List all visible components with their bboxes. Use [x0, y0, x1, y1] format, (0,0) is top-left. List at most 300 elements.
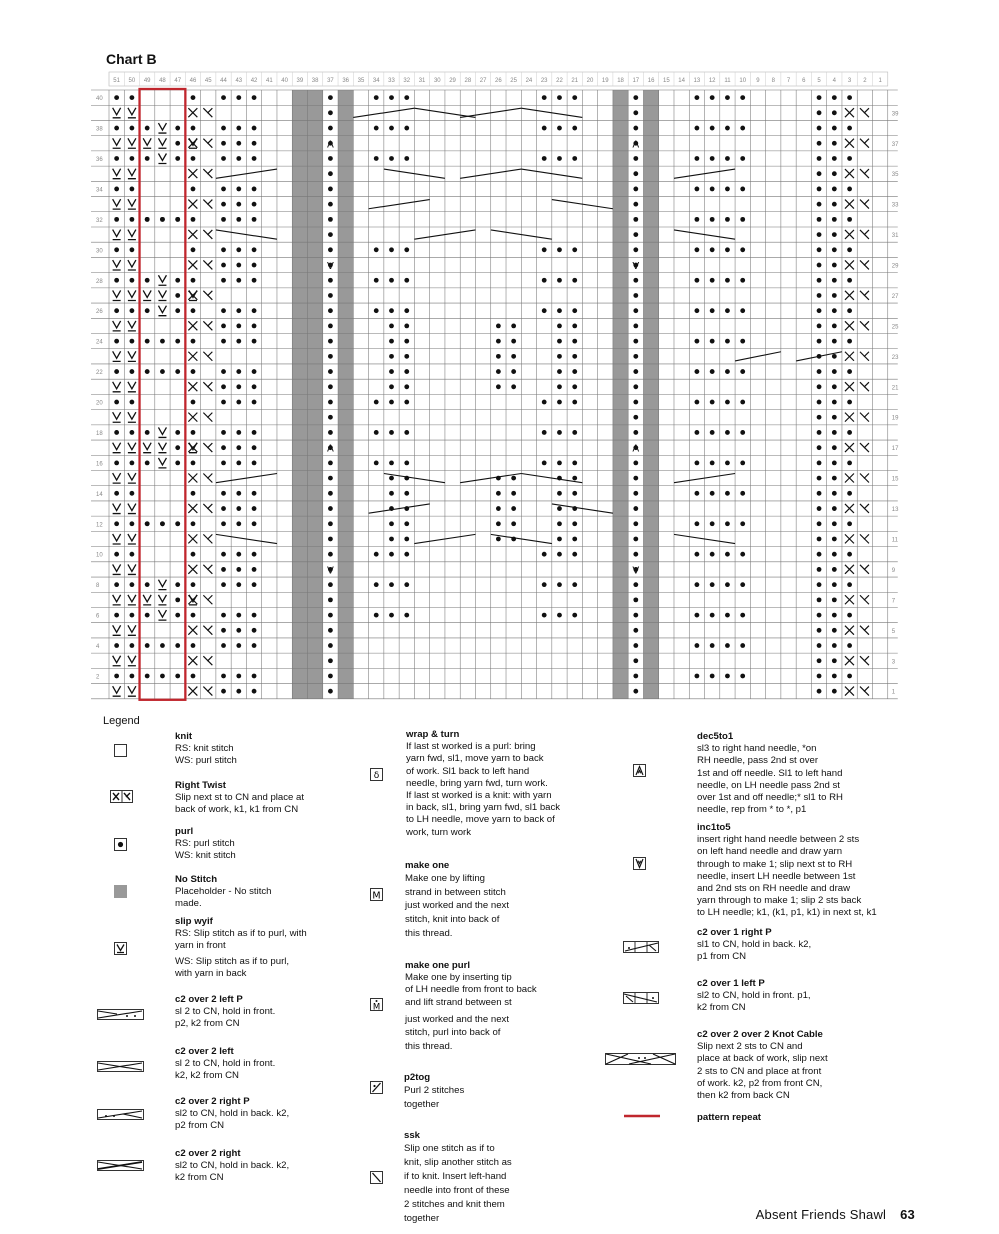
purl-symbol: [511, 384, 516, 389]
purl-symbol: [145, 369, 150, 374]
purl-symbol: [542, 430, 547, 435]
purl-symbol: [389, 354, 394, 359]
purl-symbol: [710, 339, 715, 344]
purl-symbol: [114, 369, 119, 374]
purl-symbol: [160, 217, 165, 222]
purl-symbol: [114, 613, 119, 618]
purl-symbol: [847, 613, 852, 618]
stitch-symbol: Ʌ: [632, 139, 640, 151]
purl-symbol: [572, 491, 577, 496]
purl-symbol: [832, 537, 837, 542]
purl-symbol: [328, 476, 333, 481]
purl-symbol: [572, 613, 577, 618]
legend-desc: RS: Slip stitch as if to purl, with yarn in front: [175, 928, 307, 952]
purl-symbol: [404, 460, 409, 465]
column-number: 39: [296, 78, 304, 84]
purl-symbol: [496, 324, 501, 329]
purl-symbol: [817, 232, 822, 237]
slip-wyif-symbol: [113, 504, 121, 514]
purl-symbol: [236, 643, 241, 648]
svg-text:ẟ: ẟ: [373, 771, 380, 781]
row-number-right: 17: [891, 446, 899, 453]
legend-name: dec5to1: [697, 731, 734, 742]
column-number: 42: [250, 78, 258, 84]
purl-symbol: [328, 491, 333, 496]
make-one-icon: [370, 888, 384, 902]
purl-symbol: [832, 247, 837, 252]
purl-symbol: [694, 613, 699, 618]
purl-symbol: [221, 430, 226, 435]
c2-over-2-right-icon: [97, 1160, 145, 1172]
purl-symbol: [114, 187, 119, 192]
slip-wyif-symbol: [158, 610, 166, 620]
column-number: 23: [540, 78, 548, 84]
column-number: 33: [388, 78, 395, 84]
purl-symbol: [557, 506, 562, 511]
row-number-left: 4: [96, 644, 100, 651]
purl-symbol: [374, 95, 379, 100]
purl-symbol: [725, 430, 730, 435]
purl-symbol: [832, 95, 837, 100]
purl-symbol: [252, 521, 257, 526]
column-number: 4: [832, 78, 836, 84]
legend-c2-over-2-right-p: [175, 1096, 289, 1133]
legend-name: make one purl: [405, 960, 471, 971]
legend-desc: sl2 to CN, hold in back. k2, p2 from CN: [175, 1108, 290, 1132]
column-number: 6: [802, 78, 806, 84]
purl-symbol: [191, 613, 196, 618]
row-number-left: 14: [96, 491, 103, 498]
legend-c2-over-2-left: [175, 1046, 275, 1083]
slip-wyif-symbol: [113, 534, 121, 544]
purl-symbol: [817, 643, 822, 648]
purl-symbol: [817, 689, 822, 694]
purl-symbol: [725, 187, 730, 192]
purl-symbol: [542, 95, 547, 100]
column-number: 2: [863, 78, 867, 84]
row-number-right: 1: [891, 689, 896, 696]
purl-symbol: [221, 202, 226, 207]
page-footer: [756, 1207, 915, 1222]
purl-symbol: [847, 400, 852, 405]
purl-symbol: [221, 674, 226, 679]
column-number: 48: [159, 78, 166, 84]
purl-symbol: [191, 430, 196, 435]
purl-symbol: [252, 582, 257, 587]
slip-wyif-symbol: [128, 412, 136, 422]
purl-symbol: [572, 95, 577, 100]
slip-wyif-symbol: [113, 382, 121, 392]
purl-symbol: [404, 491, 409, 496]
slip-wyif-symbol: [113, 351, 121, 361]
purl-symbol: [374, 613, 379, 618]
purl-symbol: [847, 521, 852, 526]
purl-symbol: [236, 567, 241, 572]
purl-symbol: [236, 247, 241, 252]
purl-symbol: [389, 308, 394, 313]
row-number-right: 29: [891, 263, 899, 270]
purl-symbol: [633, 689, 638, 694]
purl-symbol: [252, 263, 257, 268]
purl-symbol: [114, 308, 119, 313]
purl-symbol: [221, 247, 226, 252]
purl-symbol: [252, 384, 257, 389]
purl-symbol: [175, 460, 180, 465]
purl-symbol: [130, 278, 135, 283]
purl-symbol: [694, 582, 699, 587]
purl-symbol: [130, 247, 135, 252]
purl-symbol: [832, 384, 837, 389]
slip-wyif-symbol: [158, 595, 166, 605]
purl-symbol: [832, 491, 837, 496]
purl-symbol: [832, 187, 837, 192]
purl-symbol: [130, 369, 135, 374]
purl-symbol: [236, 430, 241, 435]
purl-symbol: [221, 217, 226, 222]
purl-symbol: [557, 324, 562, 329]
purl-symbol: [832, 354, 837, 359]
purl-symbol: [710, 95, 715, 100]
purl-symbol: [252, 430, 257, 435]
purl-symbol: [221, 491, 226, 496]
purl-symbol: [633, 324, 638, 329]
column-number: 25: [510, 78, 517, 84]
purl-symbol: [374, 126, 379, 131]
purl-symbol: [725, 308, 730, 313]
purl-symbol: [817, 613, 822, 618]
slip-wyif-symbol: [128, 443, 136, 453]
purl-symbol: [221, 567, 226, 572]
purl-symbol: [328, 537, 333, 542]
purl-symbol: [694, 308, 699, 313]
purl-symbol: [817, 171, 822, 176]
purl-symbol: [191, 552, 196, 557]
slip-wyif-symbol: [143, 443, 151, 453]
purl-symbol: [817, 247, 822, 252]
stitch-symbol: Ʌ: [326, 139, 334, 151]
row-number-left: 12: [96, 522, 103, 529]
purl-symbol: [817, 202, 822, 207]
purl-symbol: [725, 521, 730, 526]
purl-symbol: [114, 643, 119, 648]
purl-symbol: [740, 156, 745, 161]
purl-symbol: [252, 460, 257, 465]
slip-wyif-symbol: [128, 625, 136, 635]
purl-symbol: [572, 521, 577, 526]
purl-symbol: [328, 643, 333, 648]
purl-symbol: [114, 339, 119, 344]
purl-symbol: [374, 430, 379, 435]
slip-wyif-symbol: [113, 564, 121, 574]
purl-symbol: [328, 552, 333, 557]
purl-symbol: [572, 476, 577, 481]
purl-symbol: [404, 521, 409, 526]
purl-symbol: [832, 658, 837, 663]
purl-symbol: [221, 324, 226, 329]
legend-purl: [175, 826, 236, 863]
purl-symbol: [633, 278, 638, 283]
purl-symbol: [328, 95, 333, 100]
purl-symbol: [832, 445, 837, 450]
column-number: 51: [113, 78, 120, 84]
stitch-symbol: Ʌ: [632, 443, 640, 455]
column-number: 36: [342, 78, 350, 84]
purl-symbol: [557, 537, 562, 542]
purl-symbol: [847, 95, 852, 100]
slip-wyif-symbol: [128, 473, 136, 483]
purl-symbol: [633, 247, 638, 252]
purl-symbol: [191, 643, 196, 648]
purl-symbol: [221, 445, 226, 450]
purl-symbol: [252, 187, 257, 192]
purl-symbol: [145, 126, 150, 131]
purl-symbol: [542, 400, 547, 405]
purl-symbol: [252, 308, 257, 313]
footer-title: Absent Friends Shawl: [755, 1207, 887, 1222]
purl-symbol: [130, 521, 135, 526]
purl-symbol: [160, 674, 165, 679]
purl-symbol: [817, 628, 822, 633]
legend-no-stitch: [175, 874, 272, 911]
purl-symbol: [328, 232, 333, 237]
purl-symbol: [145, 613, 150, 618]
row-number-right: 5: [891, 628, 896, 635]
purl-symbol: [694, 552, 699, 557]
row-number-right: 33: [891, 202, 899, 209]
column-number: 7: [786, 78, 791, 84]
purl-symbol: [694, 400, 699, 405]
purl-symbol: [404, 354, 409, 359]
purl-symbol: [130, 613, 135, 618]
legend-desc: Slip one stitch as if to knit, slip another stitch as if to knit. Insert left-hand needle into front of these 2 stitches and knit them together: [404, 1143, 512, 1225]
purl-symbol: [114, 126, 119, 131]
purl-symbol: [817, 400, 822, 405]
legend-desc: Make one by inserting tip of LH needle from front to back and lift strand between st: [405, 972, 537, 1008]
purl-symbol: [817, 278, 822, 283]
purl-symbol: [389, 491, 394, 496]
purl-symbol: [236, 187, 241, 192]
purl-symbol: [130, 400, 135, 405]
slip-wyif-symbol: [128, 382, 136, 392]
purl-symbol: [236, 156, 241, 161]
purl-symbol: [710, 674, 715, 679]
purl-symbol: [633, 597, 638, 602]
purl-symbol: [389, 476, 394, 481]
purl-symbol: [130, 460, 135, 465]
legend-right-twist: [175, 780, 304, 817]
purl-symbol: [328, 126, 333, 131]
slip-wyif-symbol: [158, 458, 166, 468]
purl-symbol: [389, 278, 394, 283]
purl-symbol: [389, 400, 394, 405]
purl-symbol: [832, 171, 837, 176]
stitch-symbol: V: [326, 565, 334, 577]
purl-symbol: [404, 613, 409, 618]
purl-symbol: [740, 247, 745, 252]
purl-symbol: [114, 247, 119, 252]
row-number-right: 37: [891, 141, 899, 148]
purl-symbol: [817, 415, 822, 420]
column-number: 35: [357, 78, 365, 84]
purl-symbol: [557, 126, 562, 131]
purl-symbol: [847, 582, 852, 587]
purl-symbol: [740, 491, 745, 496]
purl-symbol: [633, 156, 638, 161]
column-number: 5: [817, 78, 821, 84]
purl-symbol: [389, 613, 394, 618]
purl-symbol: [145, 674, 150, 679]
legend-desc: sl2 to CN, hold in front. p1, k2 from CN: [697, 990, 811, 1014]
purl-symbol: [740, 308, 745, 313]
slip-wyif-symbol: [113, 290, 121, 300]
purl-symbol: [389, 537, 394, 542]
purl-symbol: [191, 126, 196, 131]
purl-symbol: [710, 613, 715, 618]
column-number: 47: [174, 78, 182, 84]
purl-symbol: [221, 369, 226, 374]
legend-desc: Make one by lifting strand in between stitch just worked and the next stitch, knit into back of this thread.: [405, 873, 509, 939]
purl-symbol: [328, 384, 333, 389]
purl-symbol: [145, 430, 150, 435]
purl-symbol: [404, 400, 409, 405]
purl-symbol: [710, 430, 715, 435]
purl-symbol: [191, 400, 196, 405]
purl-symbol: [221, 126, 226, 131]
row-number-right: 23: [891, 354, 899, 361]
purl-symbol: [236, 324, 241, 329]
slip-wyif-symbol: [158, 275, 166, 285]
purl-symbol: [175, 613, 180, 618]
purl-symbol: [175, 597, 180, 602]
row-number-right: 11: [891, 537, 899, 544]
purl-symbol: [832, 202, 837, 207]
purl-symbol: [130, 582, 135, 587]
purl-symbol: [114, 521, 119, 526]
slip-wyif-symbol: [158, 427, 166, 437]
purl-symbol: [328, 613, 333, 618]
purl-symbol: [633, 384, 638, 389]
purl-symbol: [511, 476, 516, 481]
purl-symbol: [557, 308, 562, 313]
purl-symbol: [328, 521, 333, 526]
purl-symbol: [542, 613, 547, 618]
legend-desc: Slip next st to CN and place at back of work, k1, k1 from CN: [175, 792, 305, 816]
purl-symbol: [236, 126, 241, 131]
purl-symbol: [817, 537, 822, 542]
purl-symbol: [633, 126, 638, 131]
purl-symbol: [374, 400, 379, 405]
purl-symbol: [328, 187, 333, 192]
column-number: 9: [756, 78, 760, 84]
row-number-right: 7: [891, 598, 896, 605]
purl-symbol: [633, 430, 638, 435]
legend-knit: [175, 731, 237, 768]
slip-wyif-symbol: [113, 321, 121, 331]
purl-symbol: [145, 217, 150, 222]
purl-symbol: [252, 491, 257, 496]
purl-symbol: [236, 369, 241, 374]
purl-symbol: [817, 156, 822, 161]
purl-symbol: [832, 339, 837, 344]
purl-symbol: [175, 643, 180, 648]
purl-symbol: [740, 582, 745, 587]
purl-symbol: [817, 187, 822, 192]
purl-symbol: [710, 308, 715, 313]
purl-icon: [114, 838, 128, 852]
purl-symbol: [847, 491, 852, 496]
purl-symbol: [817, 384, 822, 389]
purl-symbol: [633, 354, 638, 359]
purl-symbol: [191, 217, 196, 222]
purl-symbol: [847, 552, 852, 557]
purl-symbol: [572, 126, 577, 131]
purl-symbol: [191, 187, 196, 192]
purl-symbol: [130, 126, 135, 131]
purl-symbol: [633, 339, 638, 344]
purl-symbol: [191, 369, 196, 374]
legend-desc: Slip next 2 sts to CN and place at back of work, slip next 2 sts to CN and place at front of work. k2, p2 from front CN, then k2 from back CN: [697, 1041, 828, 1102]
purl-symbol: [557, 95, 562, 100]
purl-symbol: [252, 156, 257, 161]
purl-symbol: [694, 126, 699, 131]
legend-c2-over-1-right-p: [697, 927, 811, 964]
legend-make-one-purl: [405, 960, 537, 1054]
purl-symbol: [328, 597, 333, 602]
purl-symbol: [725, 339, 730, 344]
slip-wyif-symbol: [113, 260, 121, 270]
purl-symbol: [725, 369, 730, 374]
purl-symbol: [175, 674, 180, 679]
dec5to1-icon: [633, 764, 647, 778]
slip-wyif-symbol: [128, 686, 136, 696]
purl-symbol: [710, 491, 715, 496]
purl-symbol: [817, 217, 822, 222]
purl-symbol: [511, 369, 516, 374]
legend-desc-2: WS: Slip stitch as if to purl, with yarn in back: [175, 955, 290, 979]
purl-symbol: [221, 187, 226, 192]
column-number: 49: [143, 78, 151, 84]
slip-wyif-symbol: [128, 504, 136, 514]
legend-desc-2: just worked and the next stitch, purl into back of this thread.: [405, 1013, 509, 1052]
purl-symbol: [740, 552, 745, 557]
purl-symbol: [817, 293, 822, 298]
purl-symbol: [847, 156, 852, 161]
no-stitch-icon: [114, 885, 128, 899]
purl-symbol: [572, 582, 577, 587]
purl-symbol: [404, 126, 409, 131]
legend-name: c2 over 2 right: [175, 1148, 241, 1159]
purl-symbol: [817, 430, 822, 435]
legend-name: c2 over 2 left: [175, 1046, 234, 1057]
purl-symbol: [847, 308, 852, 313]
purl-symbol: [511, 491, 516, 496]
purl-symbol: [817, 110, 822, 115]
purl-symbol: [557, 613, 562, 618]
purl-symbol: [145, 308, 150, 313]
legend-name: pattern repeat: [697, 1112, 761, 1123]
purl-symbol: [832, 460, 837, 465]
purl-symbol: [130, 552, 135, 557]
purl-symbol: [633, 643, 638, 648]
purl-symbol: [633, 491, 638, 496]
purl-symbol: [817, 369, 822, 374]
purl-symbol: [817, 597, 822, 602]
purl-symbol: [191, 460, 196, 465]
purl-symbol: [557, 156, 562, 161]
purl-symbol: [191, 674, 196, 679]
purl-symbol: [710, 400, 715, 405]
purl-symbol: [710, 126, 715, 131]
